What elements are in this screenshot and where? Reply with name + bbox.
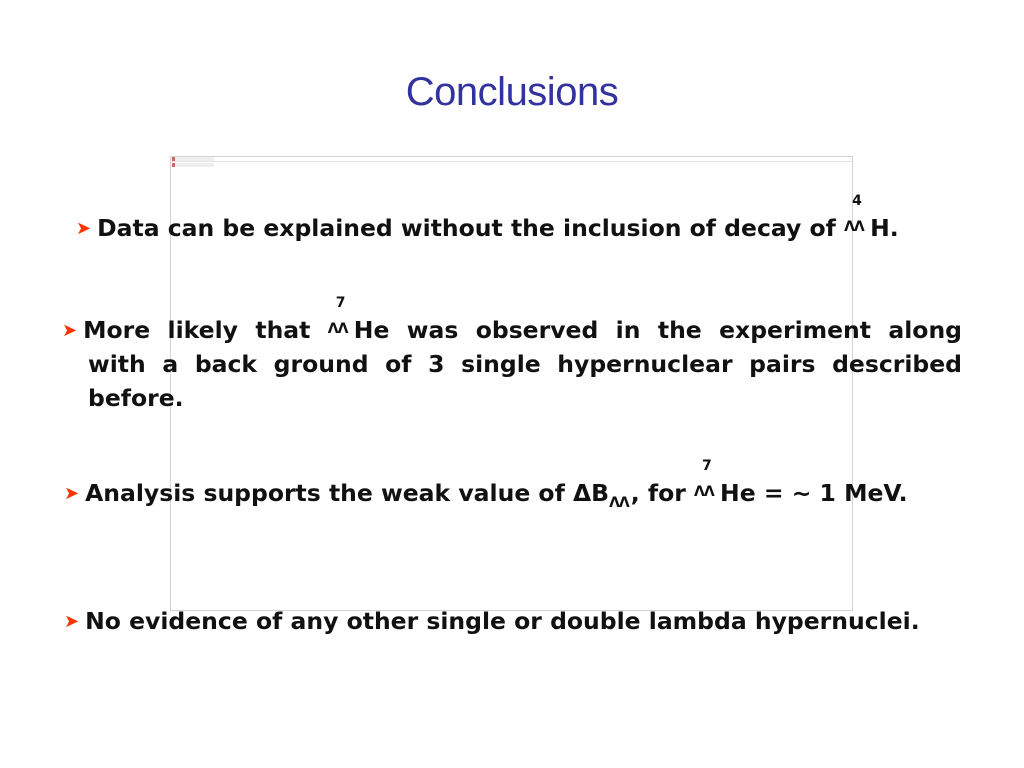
mass-number: 4 [852, 193, 862, 209]
nucleus-notation [694, 458, 720, 501]
bullet-item [64, 604, 920, 641]
bullet-text: He was observed in the experiment along [353, 316, 963, 344]
bullet-text: Analysis supports the weak value of ΔB [85, 479, 610, 507]
arrowhead-bullet-icon: ➤ [76, 218, 92, 239]
bullet-item [64, 458, 908, 514]
arrowhead-bullet-icon: ➤ [64, 483, 80, 504]
bullet-line: with a back ground of 3 single hypernuclear pairs described [88, 350, 962, 378]
mass-number: 7 [335, 295, 346, 311]
frame-divider [171, 161, 852, 162]
arrowhead-bullet-icon: ➤ [64, 611, 80, 632]
slide-title: Conclusions [405, 70, 619, 114]
broken-image-icon [172, 163, 214, 167]
broken-image-icon [172, 157, 214, 161]
bullet-text: No evidence of any other single or double lambda hypernuclei. [85, 607, 920, 635]
nucleus-notation [844, 193, 870, 236]
bullet-line: before. [88, 384, 184, 412]
bullet-line [62, 295, 963, 347]
bullet-text: More likely that [83, 316, 311, 344]
bullet-text: H. [870, 214, 899, 242]
bullet-text: Data can be explained without the inclusion of decay of [97, 214, 836, 242]
bullet-text: He = ~ 1 MeV. [720, 479, 908, 507]
lambda-subscript: ΛΛ [694, 484, 714, 500]
lambda-subscript: ΛΛ [844, 219, 864, 235]
arrowhead-bullet-icon: ➤ [62, 320, 78, 341]
lambda-subscript: ΛΛ [609, 495, 629, 511]
bullet-item [62, 295, 963, 415]
nucleus-notation [327, 295, 354, 338]
bullet-text: , for [630, 479, 686, 507]
lambda-subscript: ΛΛ [327, 321, 348, 337]
bullet-item [76, 193, 899, 248]
mass-number: 7 [702, 458, 712, 474]
